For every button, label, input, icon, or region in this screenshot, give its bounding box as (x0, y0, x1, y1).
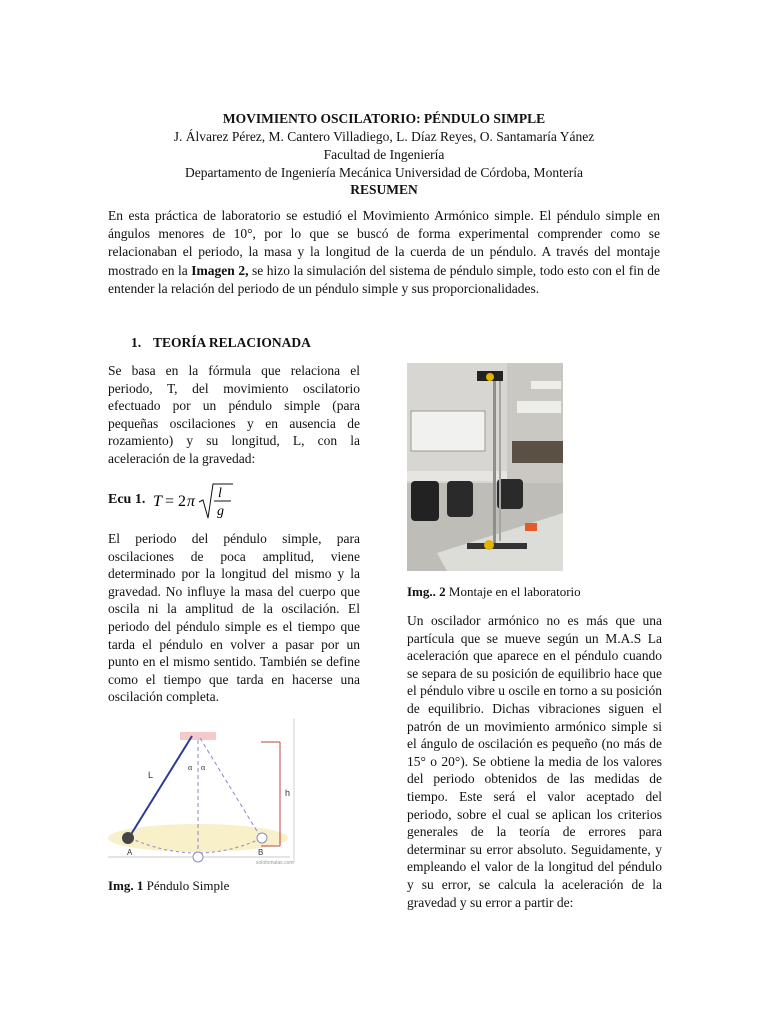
ceiling-support (180, 732, 216, 740)
figure-2-caption-label: Img.. 2 (407, 584, 446, 599)
photo-air-conditioner (517, 401, 561, 413)
pendulum-period-formula (153, 480, 293, 522)
label-point-a: A (127, 848, 133, 857)
figure-2-caption (407, 584, 581, 600)
figure-1-caption-label: Img. 1 (108, 878, 144, 893)
formula-coefficient: 2 (178, 493, 186, 510)
abstract-image-reference: Imagen 2, (191, 262, 249, 278)
label-height: h (285, 788, 291, 798)
section-heading (131, 335, 311, 351)
label-length: L (148, 770, 154, 780)
photo-pendulum-bob (484, 540, 494, 550)
equation-1 (108, 480, 308, 522)
photo-back-table (407, 471, 507, 481)
equation-label: Ecu 1. (108, 492, 146, 507)
photo-chair-2 (447, 481, 473, 517)
watermark: solofomulas.com (256, 860, 294, 866)
photo-whiteboard (411, 411, 485, 451)
label-alpha-left: α (188, 763, 193, 772)
photo-tape-measure (525, 523, 537, 531)
formula-denominator: g (217, 504, 224, 519)
formula-T: T (153, 493, 162, 510)
section-number: 1. (131, 335, 142, 350)
figure-1-caption-text: Péndulo Simple (143, 878, 230, 893)
photo-air-conditioner-2 (531, 381, 561, 389)
pendulum-bob-b (257, 833, 267, 843)
simple-pendulum-diagram (108, 718, 308, 868)
photo-shelf (512, 441, 563, 463)
photo-chair-1 (411, 481, 439, 521)
photo-stand-base (467, 543, 527, 549)
figure-2-caption-text: Montaje en el laboratorio (445, 584, 581, 599)
abstract-text-part2: se hizo la simulación del sistema de péndulo simple, todo esto con el fin de entender la relación del periodo de un péndulo simple y sus proporcionalidades. (108, 262, 661, 296)
formula-pi: π (187, 493, 196, 510)
lab-setup-photo (407, 363, 563, 571)
section-title: TEORÍA RELACIONADA (153, 335, 311, 350)
abstract-text (108, 207, 660, 298)
figure-1-caption (108, 878, 229, 894)
paper-title: MOVIMIENTO OSCILATORIO: PÉNDULO SIMPLE (222, 111, 546, 126)
department: Departamento de Ingeniería Mecánica Universidad de Córdoba, Montería (184, 165, 584, 180)
theory-paragraph-2: El periodo del péndulo simple, para oscilaciones de poca amplitud, viene determinado por la longitud del mismo y la gravedad. No influye la masa del cuerpo que oscila ni la amplitud de la oscilación. El periodo del péndulo simple es el tiempo que tarda el péndulo en volver a pasar por un punto en el mismo sentido. También se define como el tiempo que tarda en hacerse una oscilación completa. (108, 531, 360, 705)
label-alpha-right: α (201, 763, 206, 772)
authors: J. Álvarez Pérez, M. Cantero Villadiego, L. Díaz Reyes, O. Santamaría Yánez (173, 129, 595, 144)
photo-clamp-knob (486, 373, 494, 381)
photo-stand-rod (493, 375, 496, 545)
theory-paragraph-1: Se basa en la fórmula que relaciona el periodo, T, del movimiento oscilatorio efectuado por un péndulo simple (para pequeñas oscilaciones y en ausencia de rozamiento) y su longitud, L, con la aceleración de la gravedad: (108, 363, 360, 466)
abstract-text-part1: En esta práctica de laboratorio se estudió el Movimiento Armónico simple. El péndulo simple en ángulos menores de 10°, por lo que se buscó de forma experimental comprender como se relacionaban el periodo, la masa y la longitud de la cuerda de un péndulo. A través del montaje mostrado en la (108, 208, 660, 278)
pendulum-bob-equilibrium (193, 852, 203, 862)
formula-numerator: l (218, 486, 222, 501)
faculty: Facultad de Ingeniería (323, 147, 445, 162)
photo-stand-rod-2 (499, 381, 501, 541)
pendulum-bob-a (122, 832, 134, 844)
label-point-b: B (258, 848, 264, 857)
abstract-heading: RESUMEN (350, 182, 418, 197)
theory-paragraph-3: Un oscilador armónico no es más que una partícula que se mueve según un M.A.S La aceleración que aparece en el péndulo cuando se separa de su posición de equilibrio hace que el péndulo vibre u oscile en torno a su posición de equilibrio. Dichas vibraciones siguen el patrón de un movimiento armónico simple si el ángulo de oscilación es pequeño (no más de 15° o 20°). Se obtiene la media de los valores del periodo obtenidos de las medidas de tiempo. Este será el valor aceptado del periodo, sobre el cual se aplican los criterios generales de la teoría de errores para determinar su error absoluto. Seguidamente, y empleando el valor de la longitud del péndulo y su error, se calcula la aceleración de la gravedad y su error a partir de: (407, 613, 662, 910)
formula-equals: = (165, 493, 175, 510)
